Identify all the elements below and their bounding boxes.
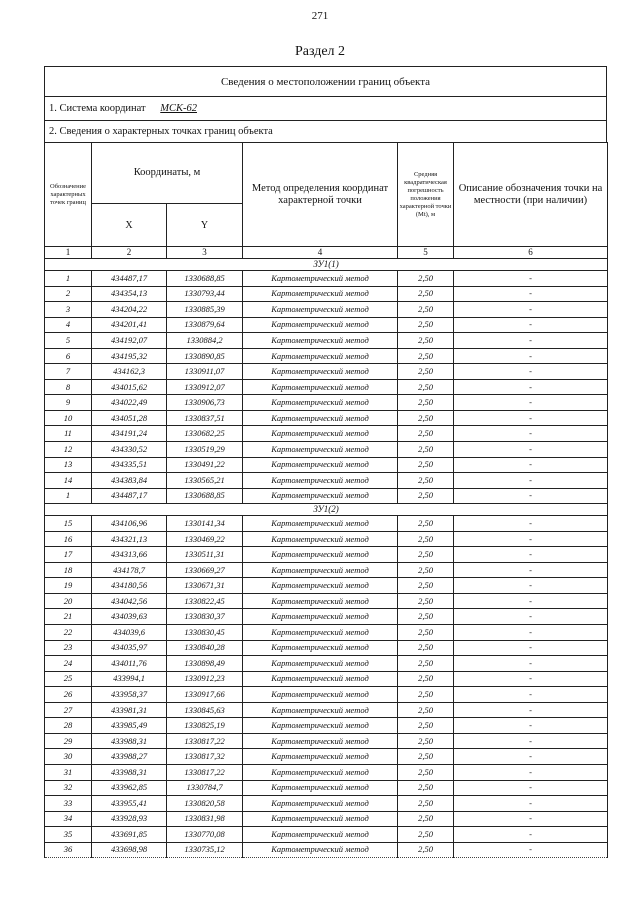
page-number: 271	[311, 10, 329, 22]
description: -	[454, 811, 608, 827]
x-coordinate: 433955,41	[92, 796, 167, 812]
x-coordinate: 433981,31	[92, 702, 167, 718]
y-coordinate: 1330820,58	[167, 796, 243, 812]
table-row	[45, 426, 608, 442]
table-row	[45, 333, 608, 349]
point-number: 26	[45, 687, 92, 703]
header-method: Метод определения координат характерной точки	[243, 143, 398, 247]
method: Картометрический метод	[243, 286, 398, 302]
accuracy: 2,50	[398, 271, 454, 287]
description: -	[454, 780, 608, 796]
x-coordinate: 433958,37	[92, 687, 167, 703]
x-coordinate: 433691,85	[92, 827, 167, 843]
x-coordinate: 433988,31	[92, 733, 167, 749]
description: -	[454, 348, 608, 364]
header-description: Описание обозначения точки на местности (при наличии)	[454, 143, 608, 247]
x-coordinate: 434042,56	[92, 593, 167, 609]
table-row	[45, 442, 608, 458]
point-number: 22	[45, 625, 92, 641]
x-coordinate: 434011,76	[92, 656, 167, 672]
description: -	[454, 531, 608, 547]
table-row	[45, 842, 608, 858]
y-coordinate: 1330837,51	[167, 410, 243, 426]
x-coordinate: 434192,07	[92, 333, 167, 349]
accuracy: 2,50	[398, 317, 454, 333]
y-coordinate: 1330688,85	[167, 488, 243, 504]
header-point-designation: Обозначение характерных точек границ	[45, 143, 92, 247]
method: Картометрический метод	[243, 733, 398, 749]
column-number: 1	[45, 247, 92, 259]
y-coordinate: 1330825,19	[167, 718, 243, 734]
y-coordinate: 1330735,12	[167, 842, 243, 858]
y-coordinate: 1330840,28	[167, 640, 243, 656]
accuracy: 2,50	[398, 516, 454, 532]
table-row	[45, 317, 608, 333]
table-row	[45, 410, 608, 426]
method: Картометрический метод	[243, 516, 398, 532]
x-coordinate: 434335,51	[92, 457, 167, 473]
method: Картометрический метод	[243, 473, 398, 489]
accuracy: 2,50	[398, 796, 454, 812]
point-number: 14	[45, 473, 92, 489]
x-coordinate: 433994,1	[92, 671, 167, 687]
point-number: 7	[45, 364, 92, 380]
group-name: ЗУ1(2)	[45, 504, 608, 516]
description: -	[454, 364, 608, 380]
x-coordinate: 434035,97	[92, 640, 167, 656]
description: -	[454, 516, 608, 532]
table-row	[45, 609, 608, 625]
method: Картометрический метод	[243, 827, 398, 843]
description: -	[454, 379, 608, 395]
method: Картометрический метод	[243, 302, 398, 318]
accuracy: 2,50	[398, 426, 454, 442]
y-coordinate: 1330831,98	[167, 811, 243, 827]
table-row	[45, 473, 608, 489]
x-coordinate: 434204,22	[92, 302, 167, 318]
y-coordinate: 1330917,66	[167, 687, 243, 703]
description: -	[454, 286, 608, 302]
point-number: 16	[45, 531, 92, 547]
table-row	[45, 827, 608, 843]
method: Картометрический метод	[243, 488, 398, 504]
y-coordinate: 1330491,22	[167, 457, 243, 473]
point-number: 24	[45, 656, 92, 672]
table-row	[45, 302, 608, 318]
points-section-title: 2. Сведения о характерных точках границ объекта	[44, 120, 607, 142]
method: Картометрический метод	[243, 348, 398, 364]
point-number: 31	[45, 764, 92, 780]
description: -	[454, 488, 608, 504]
method: Картометрический метод	[243, 410, 398, 426]
method: Картометрический метод	[243, 718, 398, 734]
description: -	[454, 764, 608, 780]
description: -	[454, 410, 608, 426]
table-row	[45, 348, 608, 364]
method: Картометрический метод	[243, 811, 398, 827]
accuracy: 2,50	[398, 625, 454, 641]
method: Картометрический метод	[243, 426, 398, 442]
method: Картометрический метод	[243, 656, 398, 672]
accuracy: 2,50	[398, 578, 454, 594]
description: -	[454, 426, 608, 442]
method: Картометрический метод	[243, 562, 398, 578]
x-coordinate: 434195,32	[92, 348, 167, 364]
accuracy: 2,50	[398, 531, 454, 547]
point-number: 28	[45, 718, 92, 734]
method: Картометрический метод	[243, 333, 398, 349]
point-number: 30	[45, 749, 92, 765]
description: -	[454, 457, 608, 473]
point-number: 23	[45, 640, 92, 656]
accuracy: 2,50	[398, 286, 454, 302]
point-number: 17	[45, 547, 92, 563]
x-coordinate: 434051,28	[92, 410, 167, 426]
method: Картометрический метод	[243, 625, 398, 641]
method: Картометрический метод	[243, 457, 398, 473]
description: -	[454, 671, 608, 687]
accuracy: 2,50	[398, 333, 454, 349]
method: Картометрический метод	[243, 364, 398, 380]
x-coordinate: 433985,49	[92, 718, 167, 734]
table-row	[45, 640, 608, 656]
y-coordinate: 1330141,34	[167, 516, 243, 532]
coord-system-row	[44, 96, 607, 120]
x-coordinate: 434015,62	[92, 379, 167, 395]
accuracy: 2,50	[398, 733, 454, 749]
description: -	[454, 547, 608, 563]
x-coordinate: 433988,27	[92, 749, 167, 765]
accuracy: 2,50	[398, 364, 454, 380]
group-row	[45, 259, 608, 271]
accuracy: 2,50	[398, 764, 454, 780]
table-row	[45, 516, 608, 532]
x-coordinate: 433962,85	[92, 780, 167, 796]
accuracy: 2,50	[398, 671, 454, 687]
accuracy: 2,50	[398, 395, 454, 411]
method: Картометрический метод	[243, 609, 398, 625]
method: Картометрический метод	[243, 593, 398, 609]
description: -	[454, 656, 608, 672]
point-number: 18	[45, 562, 92, 578]
description: -	[454, 317, 608, 333]
point-number: 4	[45, 317, 92, 333]
column-number: 4	[243, 247, 398, 259]
point-number: 2	[45, 286, 92, 302]
y-coordinate: 1330912,23	[167, 671, 243, 687]
point-number: 11	[45, 426, 92, 442]
table-row	[45, 656, 608, 672]
accuracy: 2,50	[398, 488, 454, 504]
column-number: 5	[398, 247, 454, 259]
y-coordinate: 1330817,22	[167, 733, 243, 749]
x-coordinate: 434313,66	[92, 547, 167, 563]
description: -	[454, 827, 608, 843]
y-coordinate: 1330890,85	[167, 348, 243, 364]
y-coordinate: 1330669,27	[167, 562, 243, 578]
group-row	[45, 504, 608, 516]
y-coordinate: 1330822,45	[167, 593, 243, 609]
point-number: 5	[45, 333, 92, 349]
y-coordinate: 1330830,37	[167, 609, 243, 625]
table-row	[45, 780, 608, 796]
x-coordinate: 433928,93	[92, 811, 167, 827]
point-number: 32	[45, 780, 92, 796]
x-coordinate: 434487,17	[92, 271, 167, 287]
point-number: 20	[45, 593, 92, 609]
table-row	[45, 733, 608, 749]
method: Картометрический метод	[243, 395, 398, 411]
y-coordinate: 1330911,07	[167, 364, 243, 380]
method: Картометрический метод	[243, 578, 398, 594]
accuracy: 2,50	[398, 547, 454, 563]
y-coordinate: 1330519,29	[167, 442, 243, 458]
header-x: X	[92, 204, 167, 247]
y-coordinate: 1330770,08	[167, 827, 243, 843]
x-coordinate: 433698,98	[92, 842, 167, 858]
point-number: 3	[45, 302, 92, 318]
point-number: 6	[45, 348, 92, 364]
x-coordinate: 434487,17	[92, 488, 167, 504]
table-row	[45, 718, 608, 734]
accuracy: 2,50	[398, 609, 454, 625]
x-coordinate: 434330,52	[92, 442, 167, 458]
method: Картометрический метод	[243, 780, 398, 796]
accuracy: 2,50	[398, 593, 454, 609]
table-row	[45, 687, 608, 703]
header-y: Y	[167, 204, 243, 247]
point-number: 9	[45, 395, 92, 411]
y-coordinate: 1330906,73	[167, 395, 243, 411]
y-coordinate: 1330671,31	[167, 578, 243, 594]
accuracy: 2,50	[398, 811, 454, 827]
point-number: 25	[45, 671, 92, 687]
accuracy: 2,50	[398, 562, 454, 578]
description: -	[454, 562, 608, 578]
accuracy: 2,50	[398, 749, 454, 765]
method: Картометрический метод	[243, 842, 398, 858]
column-numbers-row	[45, 247, 608, 259]
table-row	[45, 796, 608, 812]
description: -	[454, 625, 608, 641]
coord-system-label: 1. Система координат	[49, 103, 146, 114]
method: Картометрический метод	[243, 687, 398, 703]
x-coordinate: 434321,13	[92, 531, 167, 547]
method: Картометрический метод	[243, 317, 398, 333]
point-number: 21	[45, 609, 92, 625]
table-row	[45, 671, 608, 687]
method: Картометрический метод	[243, 796, 398, 812]
method: Картометрический метод	[243, 749, 398, 765]
x-coordinate: 434162,3	[92, 364, 167, 380]
description: -	[454, 842, 608, 858]
description: -	[454, 302, 608, 318]
y-coordinate: 1330793,44	[167, 286, 243, 302]
group-name: ЗУ1(1)	[45, 259, 608, 271]
x-coordinate: 434022,49	[92, 395, 167, 411]
method: Картометрический метод	[243, 442, 398, 458]
description: -	[454, 702, 608, 718]
table-row	[45, 578, 608, 594]
point-number: 10	[45, 410, 92, 426]
description: -	[454, 442, 608, 458]
point-number: 29	[45, 733, 92, 749]
description: -	[454, 395, 608, 411]
coord-system-value: МСК-62	[160, 103, 197, 114]
header-accuracy: Средняя квадратическая погрешность положения характерной точки (Mt), м	[398, 143, 454, 247]
description: -	[454, 271, 608, 287]
description: -	[454, 796, 608, 812]
point-number: 8	[45, 379, 92, 395]
description: -	[454, 718, 608, 734]
accuracy: 2,50	[398, 348, 454, 364]
description: -	[454, 749, 608, 765]
y-coordinate: 1330830,45	[167, 625, 243, 641]
table-title: Сведения о местоположении границ объекта	[44, 66, 607, 96]
method: Картометрический метод	[243, 671, 398, 687]
y-coordinate: 1330898,49	[167, 656, 243, 672]
table-row	[45, 488, 608, 504]
accuracy: 2,50	[398, 640, 454, 656]
description: -	[454, 593, 608, 609]
y-coordinate: 1330784,7	[167, 780, 243, 796]
accuracy: 2,50	[398, 656, 454, 672]
table-row	[45, 764, 608, 780]
point-number: 19	[45, 578, 92, 594]
method: Картометрический метод	[243, 379, 398, 395]
y-coordinate: 1330885,39	[167, 302, 243, 318]
point-number: 35	[45, 827, 92, 843]
description: -	[454, 733, 608, 749]
y-coordinate: 1330845,63	[167, 702, 243, 718]
point-number: 34	[45, 811, 92, 827]
column-number: 6	[454, 247, 608, 259]
table-row	[45, 286, 608, 302]
y-coordinate: 1330565,21	[167, 473, 243, 489]
x-coordinate: 434178,7	[92, 562, 167, 578]
method: Картометрический метод	[243, 547, 398, 563]
x-coordinate: 434039,6	[92, 625, 167, 641]
table-row	[45, 702, 608, 718]
table-row	[45, 749, 608, 765]
table-row	[45, 811, 608, 827]
accuracy: 2,50	[398, 702, 454, 718]
point-number: 27	[45, 702, 92, 718]
table-row	[45, 379, 608, 395]
boundary-table-frame	[44, 66, 607, 858]
accuracy: 2,50	[398, 718, 454, 734]
column-number: 3	[167, 247, 243, 259]
y-coordinate: 1330511,31	[167, 547, 243, 563]
section-title: Раздел 2	[294, 44, 346, 59]
accuracy: 2,50	[398, 410, 454, 426]
point-number: 1	[45, 271, 92, 287]
points-table	[44, 142, 608, 858]
table-row	[45, 593, 608, 609]
x-coordinate: 433988,31	[92, 764, 167, 780]
description: -	[454, 578, 608, 594]
description: -	[454, 333, 608, 349]
x-coordinate: 434201,41	[92, 317, 167, 333]
method: Картометрический метод	[243, 640, 398, 656]
method: Картометрический метод	[243, 764, 398, 780]
point-number: 1	[45, 488, 92, 504]
y-coordinate: 1330469,22	[167, 531, 243, 547]
table-row	[45, 271, 608, 287]
y-coordinate: 1330912,07	[167, 379, 243, 395]
method: Картометрический метод	[243, 271, 398, 287]
header-coordinates: Координаты, м	[92, 143, 243, 204]
description: -	[454, 640, 608, 656]
accuracy: 2,50	[398, 473, 454, 489]
x-coordinate: 434180,56	[92, 578, 167, 594]
table-row	[45, 531, 608, 547]
accuracy: 2,50	[398, 302, 454, 318]
accuracy: 2,50	[398, 687, 454, 703]
point-number: 13	[45, 457, 92, 473]
description: -	[454, 473, 608, 489]
y-coordinate: 1330682,25	[167, 426, 243, 442]
accuracy: 2,50	[398, 780, 454, 796]
column-number: 2	[92, 247, 167, 259]
point-number: 15	[45, 516, 92, 532]
table-row	[45, 457, 608, 473]
table-row	[45, 547, 608, 563]
table-row	[45, 562, 608, 578]
point-number: 12	[45, 442, 92, 458]
accuracy: 2,50	[398, 842, 454, 858]
accuracy: 2,50	[398, 827, 454, 843]
description: -	[454, 687, 608, 703]
table-row	[45, 625, 608, 641]
x-coordinate: 434191,24	[92, 426, 167, 442]
method: Картометрический метод	[243, 702, 398, 718]
y-coordinate: 1330879,64	[167, 317, 243, 333]
y-coordinate: 1330817,22	[167, 764, 243, 780]
y-coordinate: 1330817,32	[167, 749, 243, 765]
description: -	[454, 609, 608, 625]
x-coordinate: 434354,13	[92, 286, 167, 302]
accuracy: 2,50	[398, 379, 454, 395]
point-number: 36	[45, 842, 92, 858]
point-number: 33	[45, 796, 92, 812]
points-table-body	[45, 247, 608, 858]
x-coordinate: 434039,63	[92, 609, 167, 625]
table-row	[45, 364, 608, 380]
accuracy: 2,50	[398, 442, 454, 458]
method: Картометрический метод	[243, 531, 398, 547]
x-coordinate: 434383,84	[92, 473, 167, 489]
accuracy: 2,50	[398, 457, 454, 473]
table-row	[45, 395, 608, 411]
y-coordinate: 1330884,2	[167, 333, 243, 349]
y-coordinate: 1330688,85	[167, 271, 243, 287]
x-coordinate: 434106,96	[92, 516, 167, 532]
